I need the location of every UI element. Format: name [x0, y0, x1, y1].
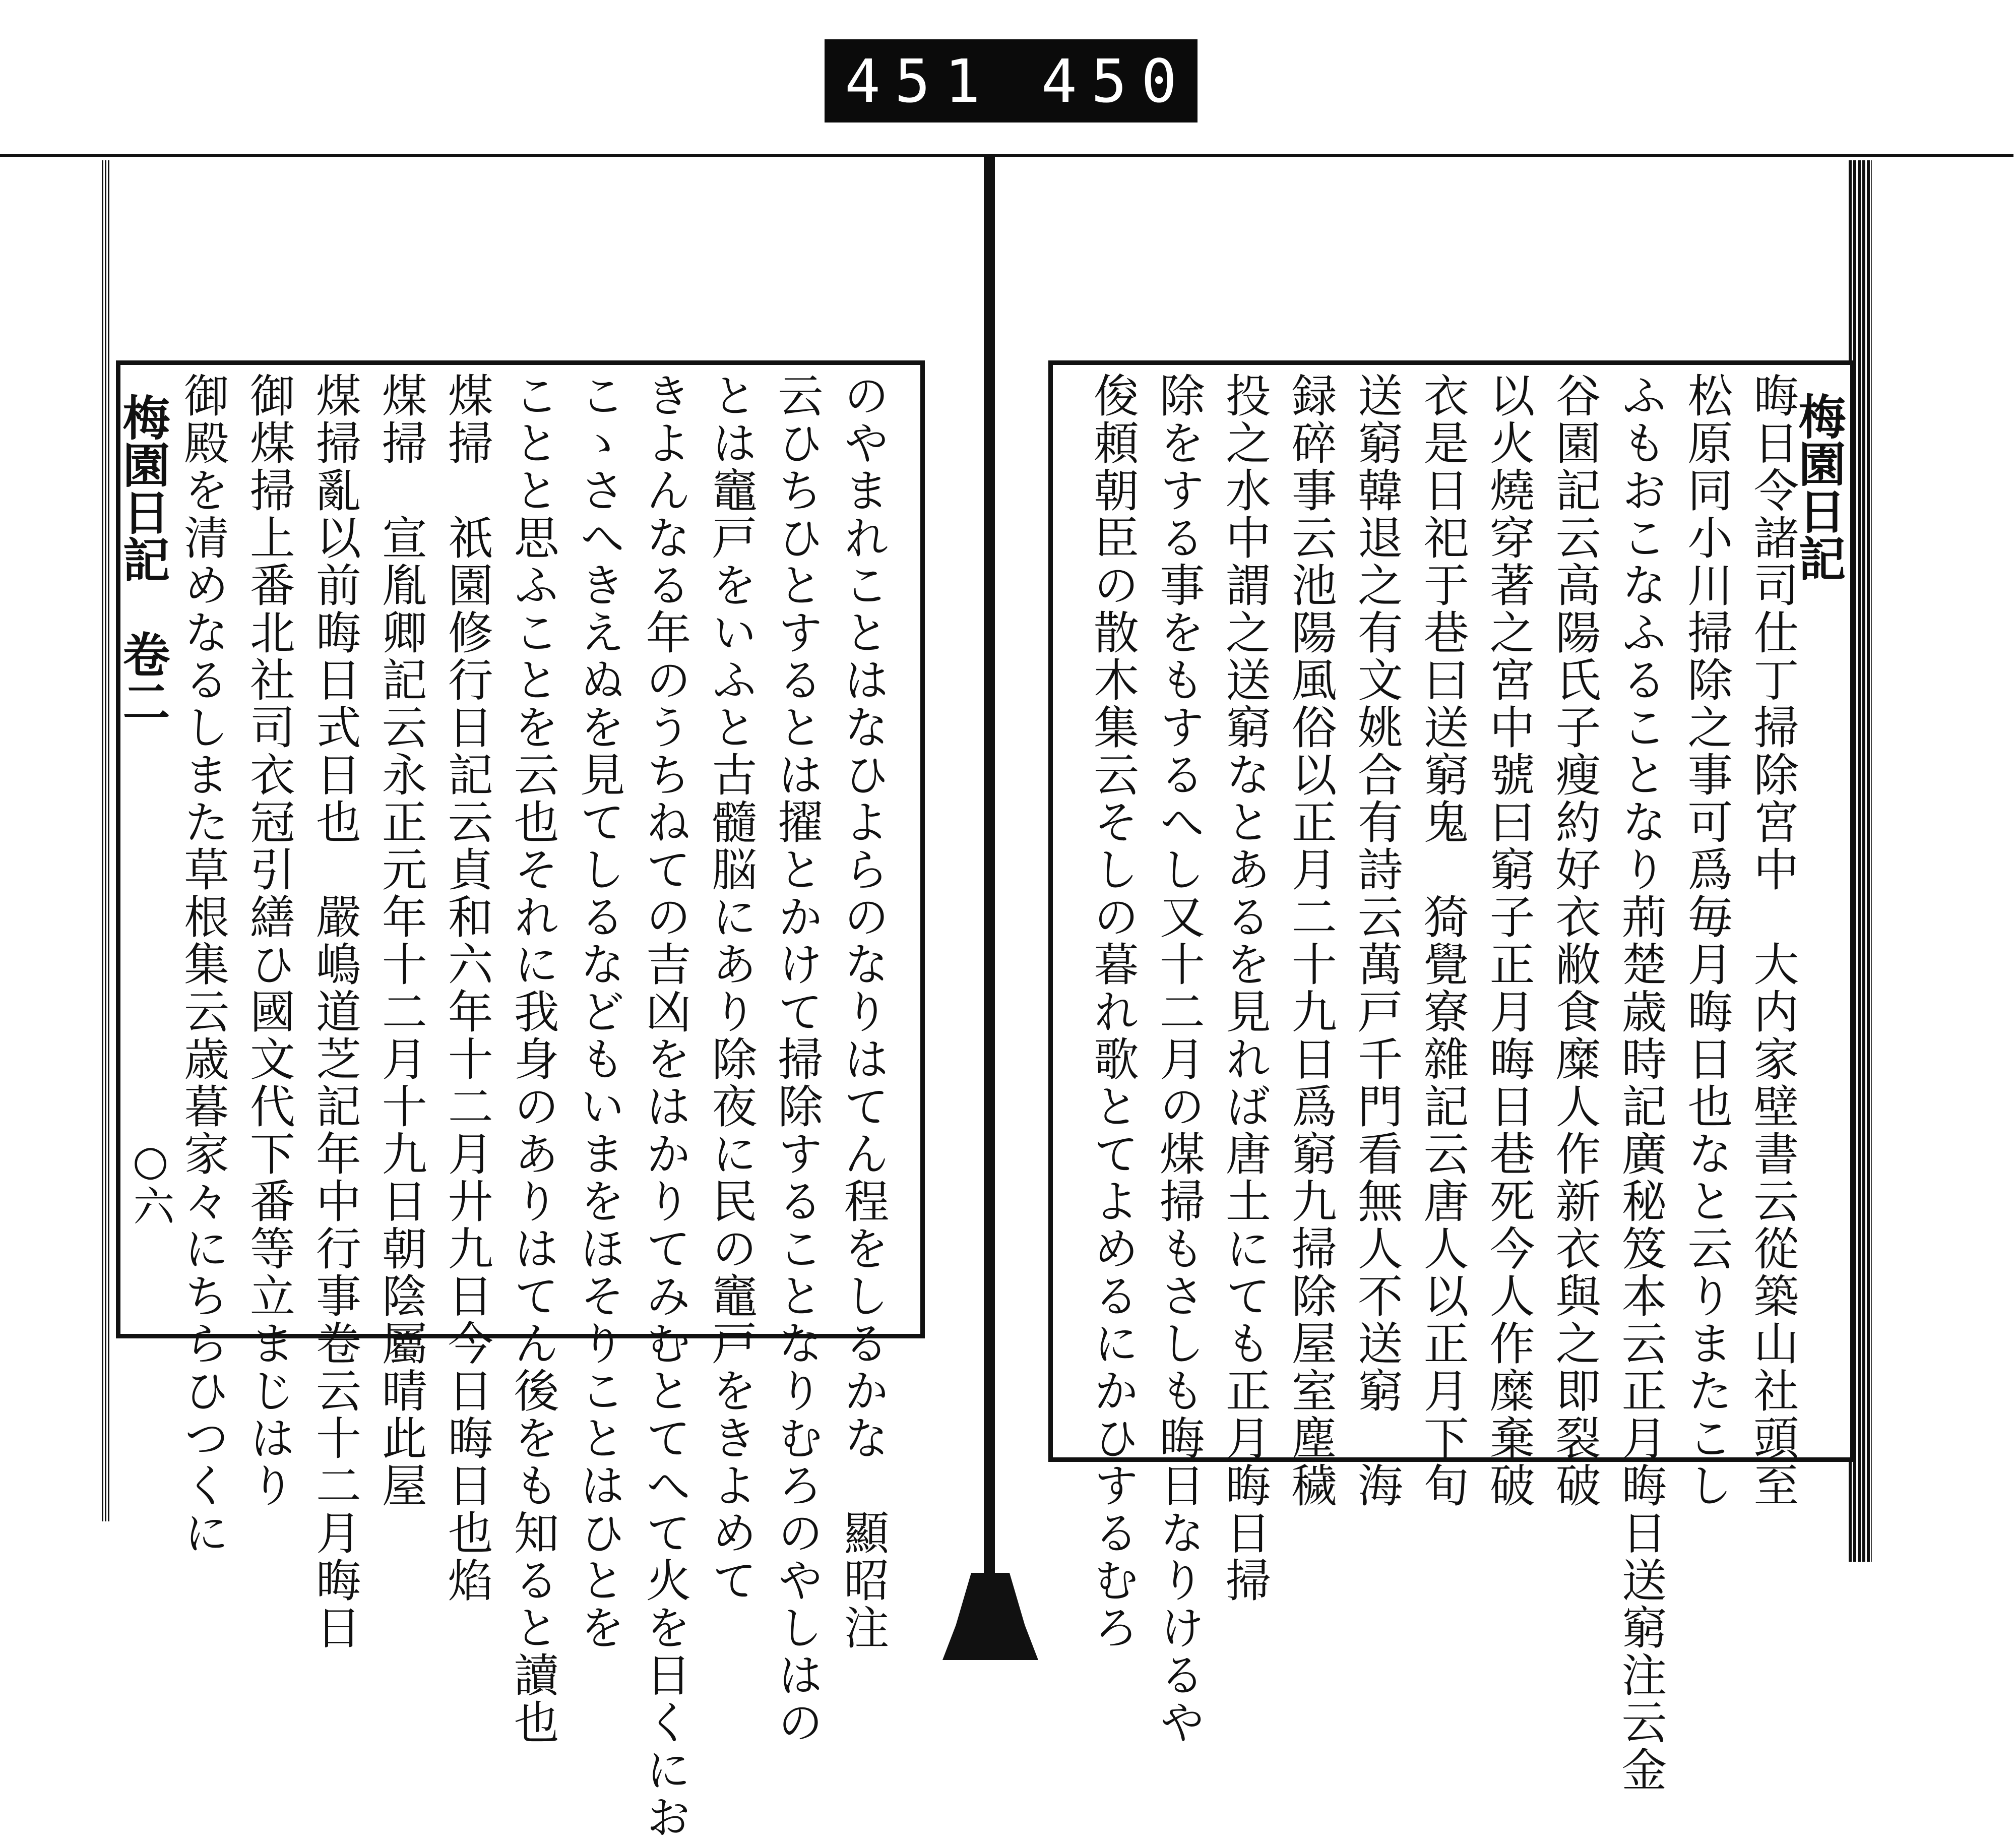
label-left-number: 451 — [845, 46, 995, 116]
text-column: 煤掃 宣胤卿記云永正元年十二月十九日朝陰屬晴此屋 — [373, 372, 427, 1509]
text-column: 投之水中謂之送窮なとあるを見れば唐土にても正月晦日掃 — [1217, 372, 1271, 1604]
text-column: 録碎事云池陽風俗以正月二十九日爲窮九掃除屋室塵穢 — [1283, 372, 1337, 1509]
text-column: 御殿を清めなるしまた草根集云歳暮家々にちらひつくに — [175, 372, 229, 1557]
page-stack-bottom — [942, 1573, 1038, 1660]
text-column: こゝさへきえぬを見てしるなどもいまをほそりことはひとを — [572, 372, 625, 1651]
text-column: 松原同小川掃除之事可爲毎月晦日也なと云りまたこし — [1679, 372, 1733, 1509]
text-column: のやまれことはなひよらのなりはてん程をしるかな 顯昭注 — [836, 372, 889, 1651]
text-column: 云ひちひとするとは擢とかけて掃除することなりむろのやしはの — [770, 372, 823, 1746]
right-page-text — [1079, 372, 1804, 1794]
text-column: ことと思ふことを云也それに我身のありはてん後をも知ると讀也 — [506, 372, 559, 1746]
left-page-folio: ○六 — [127, 1137, 174, 1226]
book-top-edge — [0, 154, 2013, 157]
text-column: ふもおこなふることなり荊楚歳時記廣秘笈本云正月晦日送窮注云金 — [1613, 372, 1667, 1794]
right-page-header: 梅園日記 — [1790, 392, 1846, 582]
book-spine — [984, 154, 995, 1580]
label-right-number: 450. — [1041, 46, 1241, 116]
left-page-edges — [102, 160, 111, 1521]
text-column: 谷園記云高陽氏子瘦約好衣敝食糜人作新衣與之即裂破 — [1547, 372, 1601, 1509]
text-column: 以火燒穿著之宮中號曰窮子正月晦日巷死今人作糜棄破 — [1481, 372, 1535, 1509]
left-page-header: 梅園日記 卷二 — [114, 393, 170, 725]
text-column: きよんなる年のうちねての吉凶をはかりてみむとてへて火を日くにお — [638, 372, 691, 1841]
text-column: 煤掃 祇園修行日記云貞和六年十二月廾九日今日晦日也焰 — [439, 372, 493, 1604]
text-column: 除をする事をもするへし又十二月の煤掃もさしも晦日なりけるや — [1151, 372, 1205, 1746]
text-column: 晦日令諸司仕丁掃除宮中 大内家壁書云從築山社頭至 — [1745, 372, 1799, 1509]
text-column: とは竈戸をいふと古髓脳にあり除夜に民の竈戸をきよめて — [704, 372, 757, 1604]
left-page-text — [169, 372, 895, 1841]
text-column: 煤掃亂以前晦日式日也 嚴嶋道芝記年中行事卷云十二月晦日 — [307, 372, 361, 1651]
text-column: 御煤掃上番北社司衣冠引繕ひ國文代下番等立まじはり — [241, 372, 295, 1509]
text-column: 衣是日祀于巷曰送窮鬼 猗覺寮雜記云唐人以正月下旬 — [1415, 372, 1469, 1509]
text-column: 俊頼朝臣の散木集云そしの暮れ歌とてよめるにかひするむろ — [1085, 372, 1139, 1651]
archive-label — [825, 39, 1241, 122]
text-column: 送窮韓退之有文姚合有詩云萬戸千門看無人不送窮 海 — [1349, 372, 1403, 1509]
